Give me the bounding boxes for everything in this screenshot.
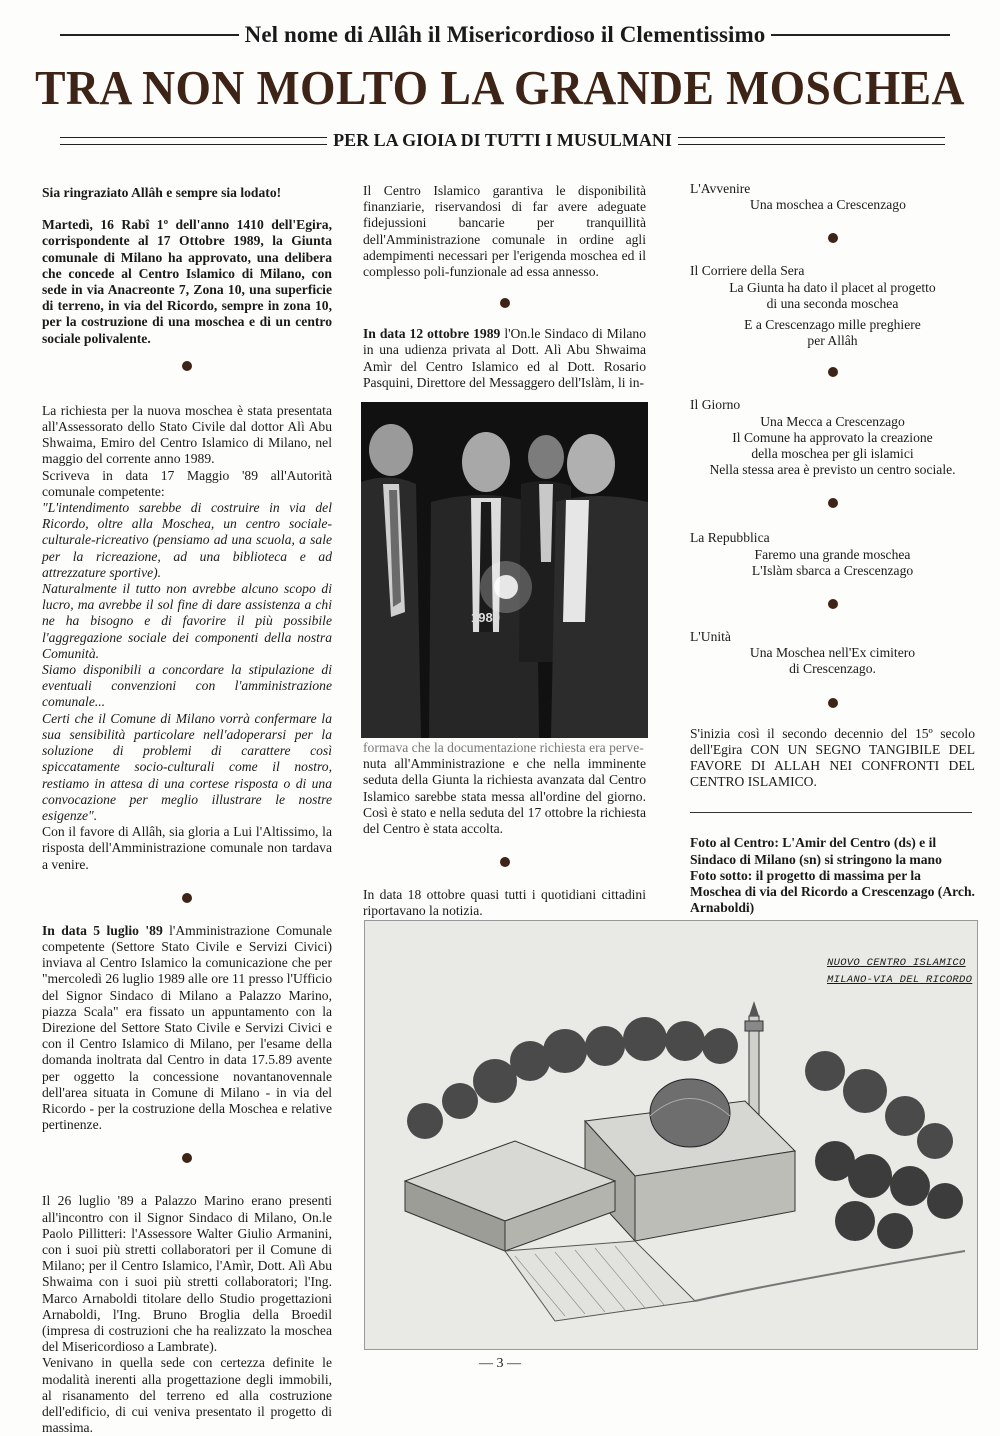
page-number: — 3 —	[479, 1356, 521, 1371]
date-lead: In data 12 ottobre 1989	[363, 326, 501, 342]
paragraph-body: l'On.le Sindaco di Milano in una udienza privata al Dott. Alì Abu Shwaima Amìr del Centro Islamico ed al Dott. Rosario Pasquini, Direttore del Messaggero dell'Islàm, li in-	[363, 326, 646, 390]
newspaper-headline: Il Comune ha approvato la creazione	[732, 429, 933, 445]
left-double-rule	[60, 137, 327, 145]
right-double-rule	[678, 137, 945, 145]
paragraph: nuta all'Amministrazione e che nella imminente seduta della Giunta la richiesta avanzata dal Centro Islamico sarebbe stata messa all'ordine del giorno. Così è stato e nella seduta del 17 ottobre la richiesta del Centro è stata accolta.	[363, 756, 646, 837]
left-rule	[60, 34, 239, 36]
paragraph: La richiesta per la nuova moschea è stata presentata all'Assessorato dello Stato Civile dal dottor Alì Abu Shwaima, Emiro del Centro Islamico di Milano, nel maggio del corrente anno 1989.	[42, 402, 332, 467]
newspaper-name: L'Unità	[690, 629, 731, 645]
bullet-dot	[182, 893, 192, 903]
paragraph: Il 26 luglio '89 a Palazzo Marino erano presenti all'incontro con il Signor Sindaco di Milano, On.le Paolo Pillitteri: l'Assessore Walter Giulio Armanini, con i suoi più stretti collaboratori per il Comune di Milano; per il Centro Islamico, l'Amìr, Dott. Alì Abu Shwaima con i suoi più stretti collaboratori; l'Ing. Marco Arnaboldi titolare dello Studio progettazioni Arnaboldi, l'Ing. Bruno Broglia della Broedil (impresa di costruzioni che ha realizzato la moschea del Misericordioso a Lambrate).	[42, 1193, 332, 1355]
quote: Certi che il Comune di Milano vorrà confermare la sua sensibilità particolare nell'adoperarsi per la soluzione di problemi di carattere così spiccatamente socio-culturali come il nostro, restiamo in attesa di una cortese risposta o di una convocazione per meglio illustrare le nostre esigenze".	[42, 710, 332, 823]
drawing-label: NUOVO CENTRO ISLAMICO	[827, 957, 966, 969]
right-rule	[771, 34, 950, 36]
column-3	[690, 181, 975, 916]
photo-caption: Foto al Centro: L'Amir del Centro (ds) e il Sindaco di Milano (sn) si stringono la mano	[690, 835, 942, 867]
bismillah: Nel nome di Allâh il Misericordioso il Clementissimo	[244, 22, 766, 47]
newspaper-headline: per Allâh	[807, 333, 858, 349]
bismillah-row	[60, 22, 950, 48]
press-item-unita	[690, 629, 975, 678]
paragraph: Venivano in quella sede con certezza definite le modalità inerenti alla progettazione degli immobili, al risanamento del terreno ed alla costruzione dell'edificio, di cui veniva presentato il progetto di massima.	[42, 1355, 332, 1436]
newspaper-headline: Una Moschea nell'Ex cimitero	[749, 645, 916, 661]
quote: "L'intendimento sarebbe di costruire in via del Ricordo, oltre alla Moschea, un centro sociale-culturale-ricreativo (pensiamo ad una scuola, a sale per la ricreazione, ad una biblioteca e ad attrezzature sportive).	[42, 500, 332, 580]
subtitle: PER LA GIOIA DI TUTTI I MUSULMANI	[333, 130, 672, 150]
opening-line: Sia ringraziato Allâh e sempre sia lodato!	[42, 185, 282, 200]
handshake-photo-drawing	[361, 402, 648, 738]
newspaper-headline: Una moschea a Crescenzago	[750, 197, 906, 213]
mosque-project-drawing	[364, 920, 978, 1350]
bullet-dot	[828, 367, 838, 377]
bullet-dot	[828, 498, 838, 508]
bullet-dot	[828, 698, 838, 708]
handshake-photo	[361, 402, 648, 738]
newspaper-name: Il Giorno	[690, 397, 741, 413]
paragraph: In data 18 ottobre quasi tutti i quotidiani cittadini riportavano la notizia.	[363, 887, 646, 919]
newspaper-headline: di Crescenzago.	[789, 661, 876, 677]
paragraph	[42, 923, 332, 1134]
newspaper-headline: Nella stessa area è previsto un centro sociale.	[709, 462, 956, 478]
bullet-dot	[182, 361, 192, 371]
paragraph: Il Centro Islamico garantiva le disponibilità finanziarie, riservandosi di far avere adeguate fidejussioni bancarie per tranquillità dell'Amministrazione comunale in ordine agli adempimenti necessari per l'erigenda moschea ed il complesso poli-funzionale ad essa annesso.	[363, 183, 646, 280]
newspaper-headline: Faremo una grande moschea	[754, 546, 911, 562]
newspaper-name: Il Corriere della Sera	[690, 263, 805, 279]
column-2	[363, 183, 646, 391]
bullet-dot	[828, 599, 838, 609]
column-2-continued	[363, 740, 646, 920]
paragraph: Scriveva in data 17 Maggio '89 all'Autorità comunale competente:	[42, 467, 332, 499]
bullet-dot	[828, 233, 838, 243]
lead-paragraph: Martedì, 16 Rabî 1º dell'anno 1410 dell'Egira, corrispondente al 17 Ottobre 1989, la Giunta comunale di Milano ha approvato, una delibera che concede al Centro Islamico di Milano, con sede in via Anacreonte 7, Zona 10, una superficie di terreno, in via del Ricordo, sempre in zona 10, per la costruzione di una moschea e di un centro sociale polivalente.	[42, 217, 332, 346]
quote: Naturalmente il tutto non avrebbe alcuno scopo di lucro, ma avrebbe il sol fine di dare assistenza a chi ne ha bisogno e di favorire il più possibile l'aggregazione sociale dei componenti della nostra Comunità.	[42, 581, 332, 661]
divider	[690, 812, 972, 813]
paragraph-cut-line: formava che la documentazione richiesta era perve-	[363, 740, 644, 755]
photo-caption: Foto sotto: il progetto di massima per la Moschea di via del Ricordo a Crescenzago (Arch. Arnaboldi)	[690, 867, 975, 916]
newspaper-headline: della moschea per gli islamici	[751, 446, 914, 462]
photo-date-stamp: 1989	[471, 610, 500, 625]
newspaper-headline: La Giunta ha dato il placet al progetto	[729, 279, 936, 295]
bullet-dot	[500, 857, 510, 867]
newspaper-headline: E a Crescenzago mille preghiere	[744, 317, 921, 333]
paragraph	[363, 326, 646, 391]
bullet-dot	[500, 298, 510, 308]
newspaper-name: L'Avvenire	[690, 181, 751, 196]
press-item-corriere	[690, 263, 975, 349]
column-1	[42, 185, 332, 1436]
newspaper-name: La Repubblica	[690, 530, 770, 546]
drawing-label: MILANO-VIA DEL RICORDO	[827, 974, 973, 986]
newspaper-headline: Una Mecca a Crescenzago	[760, 413, 905, 429]
press-item-repubblica	[690, 530, 975, 579]
bullet-dot	[182, 1153, 192, 1163]
paragraph-body: l'Amministrazione Comunale competente (Settore Stato Civile e Servizi Civici) inviava al Centro Islamico la comunicazione che per "mercoledì 26 luglio 1989 alle ore 11 presso l'Ufficio del Signor Sindaco di Milano a Palazzo Marino, piazza Scala" era fissato un appuntamento con la Direzione del Settore Stato Civile e Servizi Civici e con il Centro Islamico di Milano, per l'esame della domanda inoltrata dal Centro in data 17.5.89 avente per oggetto la concessione novantanovennale dell'area situata in Comune di Milano - in via del Ricordo - per la costruzione della Moschea e relative pertinenze.	[42, 922, 333, 1133]
headline: TRA NON MOLTO LA GRANDE MOSCHEA	[35, 60, 965, 115]
paragraph: Con il favore di Allâh, sia gloria a Lui l'Altissimo, la risposta dell'Amministrazione comunale non tardava a venire.	[42, 824, 332, 872]
newspaper-headline: L'Islàm sbarca a Crescenzago	[751, 562, 914, 578]
subtitle-row	[60, 130, 945, 151]
press-item-giorno	[690, 397, 975, 478]
closing-paragraph: S'inizia così il secondo decennio del 15º secolo dell'Egira CON UN SEGNO TANGIBILE DEL FAVORE DI ALLAH NEI CONFRONTI DEL CENTRO ISLAMICO.	[690, 725, 975, 790]
newspaper-headline: di una seconda moschea	[766, 295, 899, 311]
date-lead: In data 5 luglio '89	[42, 922, 163, 938]
press-item-avvenire	[690, 181, 975, 213]
quote: Siamo disponibili a concordare la stipulazione di eventuali convenzioni con l'amministrazione comunale...	[42, 662, 332, 710]
